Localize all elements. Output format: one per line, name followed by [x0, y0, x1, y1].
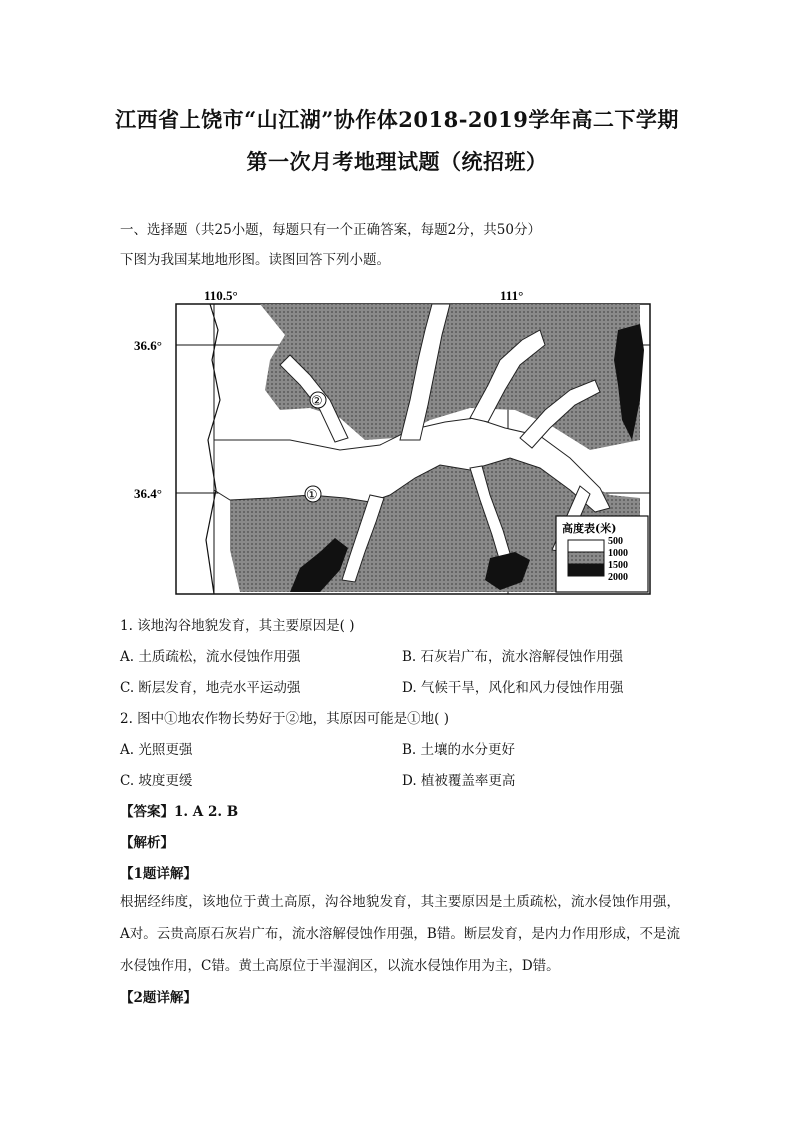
- legend-level-2000: 2000: [608, 572, 628, 583]
- question-1-option-b: B. 石灰岩广布，流水溶解侵蚀作用强: [402, 649, 624, 665]
- lon-label-111: 111°: [500, 288, 524, 303]
- legend-swatch-3: [568, 564, 604, 576]
- analysis-label: 【解析】: [120, 835, 174, 851]
- intro-text: 下图为我国某地地形图。读图回答下列小题。: [120, 252, 390, 268]
- lon-label-110-5: 110.5°: [204, 288, 238, 303]
- section-header: 一、选择题（共25小题，每题只有一个正确答案，每题2分，共50分）: [120, 222, 541, 238]
- legend-swatch-1: [568, 540, 604, 552]
- title-line-1: 江西省上饶市“山江湖”协作体2018-2019学年高二下学期: [115, 107, 679, 132]
- detail-1-text: 根据经纬度，该地位于黄土高原，沟谷地貌发育，其主要原因是土质疏松，流水侵蚀作用强，A对。云贵高原石灰岩广布，流水溶解侵蚀作用强，B错。断层发育，是内力作用形成，不是流水侵蚀作用，C错。黄土高原位于半湿润区，以流水侵蚀作用为主，D错。: [120, 894, 680, 974]
- question-2-option-b: B. 土壤的水分更好: [402, 742, 516, 758]
- question-1-option-a: A. 土质疏松，流水侵蚀作用强: [120, 649, 301, 665]
- legend-level-1000: 1000: [608, 548, 628, 559]
- detail-2-label: 【2题详解】: [120, 990, 197, 1006]
- lat-label-36-6: 36.6°: [134, 338, 162, 353]
- question-1-option-d: D. 气候干旱，风化和风力侵蚀作用强: [402, 680, 624, 696]
- legend-level-500: 500: [608, 536, 623, 547]
- legend-swatch-2: [568, 552, 604, 564]
- answer-line: 【答案】1. A 2. B: [120, 804, 239, 820]
- topographic-map: [134, 288, 654, 600]
- elevation-legend: [556, 516, 648, 592]
- question-2-option-c: C. 坡度更缓: [120, 773, 193, 789]
- question-2-stem: 2. 图中①地农作物长势好于②地，其原因可能是①地( ): [120, 711, 449, 727]
- marker-1: ①: [306, 488, 318, 503]
- marker-2: ②: [311, 394, 323, 409]
- legend-level-1500: 1500: [608, 560, 628, 571]
- map-svg: [134, 288, 654, 600]
- question-1-option-c: C. 断层发育，地壳水平运动强: [120, 680, 301, 696]
- question-2-option-a: A. 光照更强: [120, 742, 193, 758]
- detail-1-label: 【1题详解】: [120, 866, 197, 882]
- question-2-option-d: D. 植被覆盖率更高: [402, 773, 516, 789]
- legend-title: 高度表(米): [562, 522, 617, 535]
- title-line-2: 第一次月考地理试题（统招班）: [246, 149, 548, 174]
- question-1-stem: 1. 该地沟谷地貌发育，其主要原因是( ): [120, 618, 355, 634]
- lat-label-36-4: 36.4°: [134, 486, 162, 501]
